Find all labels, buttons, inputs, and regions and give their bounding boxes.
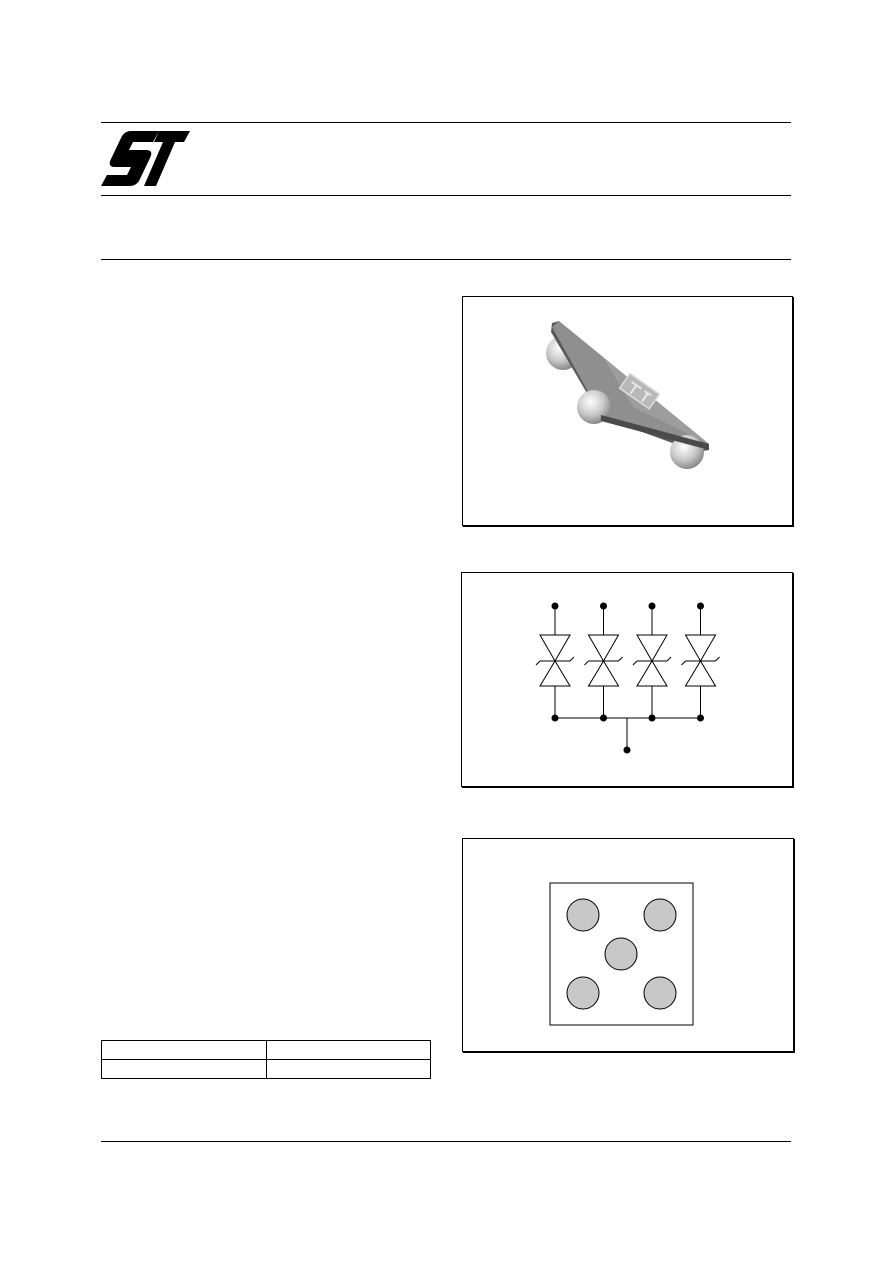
table-cell [266, 1041, 431, 1060]
pinout-icon [463, 839, 793, 1051]
bump-c1 [567, 977, 599, 1009]
table-cell [102, 1041, 267, 1060]
header-top-rule [101, 122, 791, 123]
schematic-figure [461, 572, 793, 787]
diode-lower [589, 661, 619, 686]
bump-a1 [567, 899, 599, 931]
pinout-figure [462, 838, 794, 1052]
st-logo [101, 128, 191, 188]
ground-pin-node [624, 747, 630, 753]
footer-rule [101, 1141, 791, 1142]
order-code-table [101, 1040, 431, 1079]
diode-lower [637, 661, 667, 686]
table-row [102, 1060, 431, 1079]
table-cell [266, 1060, 431, 1079]
title-rule [101, 259, 791, 260]
package-3d-icon [463, 297, 792, 525]
header-bottom-rule [101, 195, 791, 196]
bump-c3 [644, 977, 676, 1009]
diode-upper [540, 635, 570, 661]
table-row [102, 1041, 431, 1060]
diode-upper [589, 635, 619, 661]
table-cell [102, 1060, 267, 1079]
diode-upper [637, 635, 667, 661]
package-3d-figure [462, 296, 793, 526]
bump-a3 [644, 899, 676, 931]
diode-lower [686, 661, 716, 686]
schematic-icon [462, 573, 792, 786]
diode-lower [540, 661, 570, 686]
bump-b2 [605, 938, 637, 970]
diode-upper [686, 635, 716, 661]
